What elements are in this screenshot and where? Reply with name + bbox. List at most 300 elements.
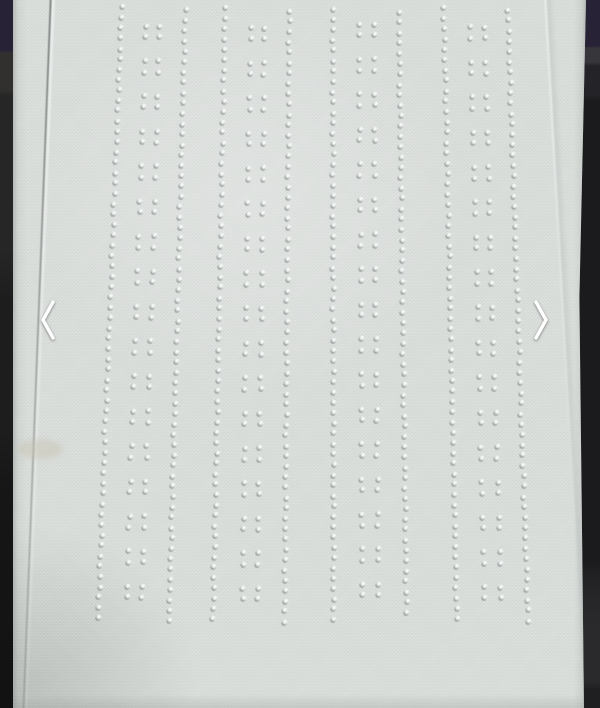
rhinestone-dot <box>174 359 179 364</box>
rhinestone-dot <box>492 374 497 379</box>
rhinestone-dot <box>403 517 408 522</box>
rhinestone-dot <box>182 39 187 44</box>
rhinestone-dot <box>134 314 139 319</box>
rhinestone-dot <box>284 453 289 458</box>
rhinestone-dot <box>331 606 336 611</box>
rhinestone-dot <box>287 113 292 118</box>
rhinestone-dot <box>403 526 408 531</box>
rhinestone-dot <box>399 207 404 212</box>
rhinestone-dot <box>215 399 220 404</box>
rhinestone-dot <box>284 423 289 428</box>
rhinestone-dot <box>287 61 292 66</box>
rhinestone-dot <box>331 534 336 539</box>
rhinestone-dot <box>115 139 120 144</box>
rhinestone-dot <box>284 298 289 303</box>
rhinestone-dot <box>513 215 518 220</box>
rhinestone-dot <box>242 387 247 392</box>
rhinestone-dot <box>140 584 145 589</box>
rhinestone-dot <box>216 357 221 362</box>
rhinestone-dot <box>331 494 336 499</box>
rhinestone-dot <box>169 526 174 531</box>
rhinestone-dot <box>143 479 148 484</box>
rhinestone-dot <box>110 263 115 268</box>
rhinestone-dot <box>397 40 402 45</box>
rhinestone-dot <box>260 270 265 275</box>
rhinestone-dot <box>214 460 219 465</box>
rhinestone-dot <box>359 336 364 341</box>
rhinestone-dot <box>499 595 504 600</box>
rhinestone-dot <box>445 161 450 166</box>
rhinestone-dot <box>489 281 494 286</box>
chevron-left-icon <box>36 297 62 343</box>
rhinestone-dot <box>112 222 117 227</box>
rhinestone-dot <box>474 245 479 250</box>
rhinestone-dot <box>360 383 365 388</box>
rhinestone-dot <box>128 455 133 460</box>
rhinestone-dot <box>144 24 149 29</box>
rhinestone-dot <box>398 144 403 149</box>
rhinestone-dot <box>445 181 450 186</box>
rhinestone-dot <box>241 596 246 601</box>
rhinestone-dot <box>330 38 335 43</box>
rhinestone-dot <box>118 35 123 40</box>
rhinestone-dot <box>331 514 336 519</box>
rhinestone-dot <box>455 606 460 611</box>
rhinestone-dot <box>331 99 336 104</box>
rhinestone-dot <box>330 131 335 136</box>
rhinestone-dot <box>495 444 500 449</box>
rhinestone-dot <box>222 99 227 104</box>
rhinestone-dot <box>488 235 493 240</box>
rhinestone-dot <box>331 141 336 146</box>
rhinestone-dot <box>372 22 377 27</box>
rhinestone-dot <box>132 373 137 378</box>
rhinestone-dot <box>526 619 531 624</box>
rhinestone-dot <box>372 32 377 37</box>
rhinestone-dot <box>210 616 215 621</box>
rhinestone-dot <box>220 120 225 125</box>
rhinestone-dot <box>450 399 455 404</box>
rhinestone-dot <box>523 535 528 540</box>
rhinestone-dot <box>214 430 219 435</box>
rhinestone-dot <box>404 548 409 553</box>
rhinestone-dot <box>173 401 178 406</box>
rhinestone-dot <box>244 316 249 321</box>
rhinestone-dot <box>360 592 365 597</box>
rhinestone-dot <box>484 71 489 76</box>
rhinestone-dot <box>169 514 174 519</box>
rhinestone-dot <box>175 298 180 303</box>
rhinestone-dot <box>488 245 493 250</box>
rhinestone-dot <box>507 29 512 34</box>
rhinestone-dot <box>218 275 223 280</box>
rhinestone-dot <box>331 617 336 622</box>
rhinestone-dot <box>256 527 261 532</box>
rhinestone-dot <box>118 56 123 61</box>
rhinestone-dot <box>285 174 290 179</box>
rhinestone-dot <box>398 103 403 108</box>
rhinestone-dot <box>476 340 481 345</box>
rhinestone-dot <box>332 503 337 508</box>
rhinestone-dot <box>104 408 109 413</box>
rhinestone-dot <box>242 480 247 485</box>
rhinestone-dot <box>375 523 380 528</box>
rhinestone-dot <box>450 409 455 414</box>
rhinestone-dot <box>283 536 288 541</box>
rhinestone-dot <box>401 330 406 335</box>
rhinestone-dot <box>359 441 364 446</box>
rhinestone-dot <box>126 525 131 530</box>
rhinestone-dot <box>242 421 247 426</box>
rhinestone-dot <box>109 284 114 289</box>
rhinestone-dot <box>402 371 407 376</box>
rhinestone-dot <box>479 479 484 484</box>
rhinestone-dot <box>397 10 402 15</box>
rhinestone-dot <box>397 19 402 24</box>
rhinestone-dot <box>468 36 473 41</box>
rhinestone-dot <box>331 318 336 323</box>
rhinestone-dot <box>454 575 459 580</box>
rhinestone-dot <box>331 338 336 343</box>
rhinestone-dot <box>403 578 408 583</box>
rhinestone-dot <box>222 26 227 31</box>
rhinestone-dot <box>490 315 495 320</box>
rhinestone-dot <box>516 328 521 333</box>
rhinestone-dot <box>172 442 177 447</box>
rhinestone-dot <box>444 109 449 114</box>
rhinestone-dot <box>514 267 519 272</box>
rhinestone-dot <box>139 175 144 180</box>
rhinestone-dot <box>170 483 175 488</box>
rhinestone-dot <box>152 233 157 238</box>
rhinestone-dot <box>177 267 182 272</box>
rhinestone-dot <box>455 616 460 621</box>
rhinestone-dot <box>491 340 496 345</box>
rhinestone-dot <box>453 524 458 529</box>
rhinestone-dot <box>479 420 484 425</box>
prev-button[interactable] <box>36 294 66 346</box>
rhinestone-dot <box>108 315 113 320</box>
rhinestone-dot <box>246 177 251 182</box>
rhinestone-dot <box>444 89 449 94</box>
next-button[interactable] <box>527 294 557 346</box>
rhinestone-dot <box>131 409 136 414</box>
rhinestone-dot <box>223 5 228 10</box>
rhinestone-dot <box>399 113 404 118</box>
rhinestone-dot <box>494 456 499 461</box>
rhinestone-dot <box>331 296 336 301</box>
rhinestone-dot <box>478 386 483 391</box>
rhinestone-dot <box>517 370 522 375</box>
rhinestone-dot <box>246 212 251 217</box>
rhinestone-dot <box>217 254 222 259</box>
rhinestone-dot <box>180 131 185 136</box>
rhinestone-dot <box>181 79 186 84</box>
rhinestone-dot <box>106 346 111 351</box>
rhinestone-dot <box>221 77 226 82</box>
rhinestone-dot <box>508 69 513 74</box>
rhinestone-dot <box>524 587 529 592</box>
rhinestone-dot <box>450 420 455 425</box>
rhinestone-dot <box>331 379 336 384</box>
rhinestone-dot <box>403 538 408 543</box>
rhinestone-dot <box>218 264 223 269</box>
rhinestone-dot <box>284 340 289 345</box>
rhinestone-dot <box>282 608 287 613</box>
rhinestone-dot <box>101 490 106 495</box>
rhinestone-dot <box>358 197 363 202</box>
rhinestone-dot <box>107 326 112 331</box>
rhinestone-dot <box>331 223 336 228</box>
rhinestone-dot <box>126 560 131 565</box>
rhinestone-dot <box>487 199 492 204</box>
rhinestone-dot <box>141 559 146 564</box>
rhinestone-dot <box>106 366 111 371</box>
rhinestone-dot <box>511 163 516 168</box>
rhinestone-dot <box>399 186 404 191</box>
rhinestone-dot <box>286 185 291 190</box>
rhinestone-dot <box>453 585 458 590</box>
rhinestone-dot <box>404 590 409 595</box>
rhinestone-dot <box>260 211 265 216</box>
rhinestone-dot <box>360 546 365 551</box>
rhinestone-dot <box>217 316 222 321</box>
rhinestone-dot <box>154 163 159 168</box>
rhinestone-dot <box>402 444 407 449</box>
rhinestone-dot <box>508 90 513 95</box>
rhinestone-dot <box>255 562 260 567</box>
rhinestone-dot <box>181 70 186 75</box>
rhinestone-dot <box>167 608 172 613</box>
rhinestone-dot <box>330 266 335 271</box>
rhinestone-dot <box>284 547 289 552</box>
rhinestone-dot <box>332 545 337 550</box>
rhinestone-dot <box>331 358 336 363</box>
rhinestone-dot <box>220 150 225 155</box>
rhinestone-dot <box>360 417 365 422</box>
rhinestone-dot <box>287 9 292 14</box>
rhinestone-dot <box>398 61 403 66</box>
rhinestone-dot <box>331 348 336 353</box>
rhinestone-dot <box>260 316 265 321</box>
rhinestone-dot <box>509 80 514 85</box>
rhinestone-dot <box>286 225 291 230</box>
rhinestone-dot <box>452 503 457 508</box>
rhinestone-dot <box>525 598 530 603</box>
rhinestone-dot <box>402 434 407 439</box>
rhinestone-dot <box>450 388 455 393</box>
rhinestone-dot <box>286 277 291 282</box>
rhinestone-dot <box>485 106 490 111</box>
rhinestone-dot <box>480 491 485 496</box>
rhinestone-dot <box>331 120 336 125</box>
rhinestone-dot <box>332 286 337 291</box>
rhinestone-dot <box>141 549 146 554</box>
rhinestone-dot <box>219 172 224 177</box>
rhinestone-dot <box>446 171 451 176</box>
rhinestone-dot <box>218 213 223 218</box>
rhinestone-dot <box>443 68 448 73</box>
rhinestone-dot <box>402 486 407 491</box>
rhinestone-dot <box>179 173 184 178</box>
rhinestone-dot <box>183 49 188 54</box>
rhinestone-dot <box>404 569 409 574</box>
rhinestone-dot <box>261 107 266 112</box>
rhinestone-dot <box>170 474 175 479</box>
rhinestone-dot <box>448 316 453 321</box>
rhinestone-dot <box>255 596 260 601</box>
rhinestone-dot <box>151 269 156 274</box>
rhinestone-dot <box>453 544 458 549</box>
rhinestone-dot <box>219 223 224 228</box>
rhinestone-dot <box>139 163 144 168</box>
rhinestone-dot <box>145 455 150 460</box>
rhinestone-dot <box>330 306 335 311</box>
rhinestone-dot <box>223 16 228 21</box>
rhinestone-dot <box>453 554 458 559</box>
rhinestone-dot <box>142 513 147 518</box>
rhinestone-dot <box>241 550 246 555</box>
rhinestone-dot <box>451 430 456 435</box>
rhinestone-dot <box>215 451 220 456</box>
rhinestone-dot <box>518 412 523 417</box>
rhinestone-dot <box>373 312 378 317</box>
rhinestone-dot <box>245 236 250 241</box>
rhinestone-dot <box>212 596 217 601</box>
rhinestone-dot <box>157 24 162 29</box>
rhinestone-dot <box>331 254 336 259</box>
rhinestone-dot <box>331 245 336 250</box>
rhinestone-dot <box>522 504 527 509</box>
rhinestone-dot <box>183 18 188 23</box>
rhinestone-dot <box>182 28 187 33</box>
rhinestone-dot <box>477 350 482 355</box>
rhinestone-dot <box>260 247 265 252</box>
rhinestone-dot <box>240 586 245 591</box>
rhinestone-dot <box>169 546 174 551</box>
rhinestone-dot <box>497 515 502 520</box>
rhinestone-dot <box>180 122 185 127</box>
rhinestone-dot <box>493 420 498 425</box>
rhinestone-dot <box>331 59 336 64</box>
rhinestone-dot <box>173 380 178 385</box>
rhinestone-dot <box>400 247 405 252</box>
rhinestone-dot <box>376 546 381 551</box>
rhinestone-dot <box>446 233 451 238</box>
rhinestone-dot <box>287 101 292 106</box>
rhinestone-dot <box>262 95 267 100</box>
rhinestone-dot <box>247 95 252 100</box>
rhinestone-dot <box>98 554 103 559</box>
rhinestone-dot <box>468 24 473 29</box>
rhinestone-dot <box>359 278 364 283</box>
rhinestone-dot <box>331 473 336 478</box>
rhinestone-dot <box>283 588 288 593</box>
rhinestone-dot <box>496 490 501 495</box>
rhinestone-dot <box>519 422 524 427</box>
rhinestone-dot <box>241 562 246 567</box>
rhinestone-dot <box>211 564 216 569</box>
rhinestone-dot <box>128 514 133 519</box>
rhinestone-dot <box>152 209 157 214</box>
rhinestone-dot <box>153 175 158 180</box>
rhinestone-dot <box>474 235 479 240</box>
rhinestone-dot <box>111 211 116 216</box>
rhinestone-dot <box>178 235 183 240</box>
rhinestone-dot <box>213 533 218 538</box>
rhinestone-dot <box>213 481 218 486</box>
rhinestone-dot <box>221 89 226 94</box>
rhinestone-dot <box>372 161 377 166</box>
rhinestone-dot <box>524 556 529 561</box>
rhinestone-dot <box>331 451 336 456</box>
rhinestone-dot <box>167 618 172 623</box>
rhinestone-dot <box>179 194 184 199</box>
rhinestone-dot <box>136 245 141 250</box>
rhinestone-dot <box>451 460 456 465</box>
rhinestone-dot <box>141 104 146 109</box>
rhinestone-dot <box>523 525 528 530</box>
rhinestone-dot <box>360 487 365 492</box>
rhinestone-dot <box>359 407 364 412</box>
rhinestone-dot <box>446 223 451 228</box>
rhinestone-dot <box>130 443 135 448</box>
rhinestone-dot <box>211 575 216 580</box>
rhinestone-dot <box>257 445 262 450</box>
rhinestone-dot <box>109 253 114 258</box>
rhinestone-dot <box>332 462 337 467</box>
rhinestone-dot <box>510 142 515 147</box>
rhinestone-dot <box>454 596 459 601</box>
rhinestone-dot <box>177 246 182 251</box>
rhinestone-dot <box>259 306 264 311</box>
rhinestone-dot <box>447 244 452 249</box>
rhinestone-dot <box>448 296 453 301</box>
rhinestone-dot <box>245 200 250 205</box>
rhinestone-dot <box>176 255 181 260</box>
rhinestone-dot <box>449 357 454 362</box>
rhinestone-dot <box>284 350 289 355</box>
rhinestone-dot <box>117 87 122 92</box>
rhinestone-dot <box>523 546 528 551</box>
rhinestone-dot <box>400 279 405 284</box>
rhinestone-dot <box>214 492 219 497</box>
rhinestone-dot <box>247 141 252 146</box>
rhinestone-dot <box>98 585 103 590</box>
rhinestone-dot <box>449 368 454 373</box>
backdrop-left-strip <box>0 0 14 708</box>
rhinestone-dot <box>285 289 290 294</box>
rhinestone-dot <box>115 119 120 124</box>
rhinestone-dot <box>374 382 379 387</box>
rhinestone-dot <box>520 452 525 457</box>
rhinestone-dot <box>176 287 181 292</box>
rhinestone-dot <box>285 205 290 210</box>
rhinestone-dot <box>331 524 336 529</box>
rhinestone-dot <box>453 512 458 517</box>
rhinestone-dot <box>497 525 502 530</box>
rhinestone-dot <box>103 439 108 444</box>
rhinestone-dot <box>399 216 404 221</box>
rhinestone-dot <box>113 159 118 164</box>
rhinestone-dot <box>146 408 151 413</box>
rhinestone-dot <box>258 421 263 426</box>
rhinestone-dot <box>331 430 336 435</box>
rhinestone-dot <box>373 277 378 282</box>
rhinestone-dot <box>374 372 379 377</box>
rhinestone-dot <box>96 605 101 610</box>
rhinestone-dot <box>510 132 515 137</box>
